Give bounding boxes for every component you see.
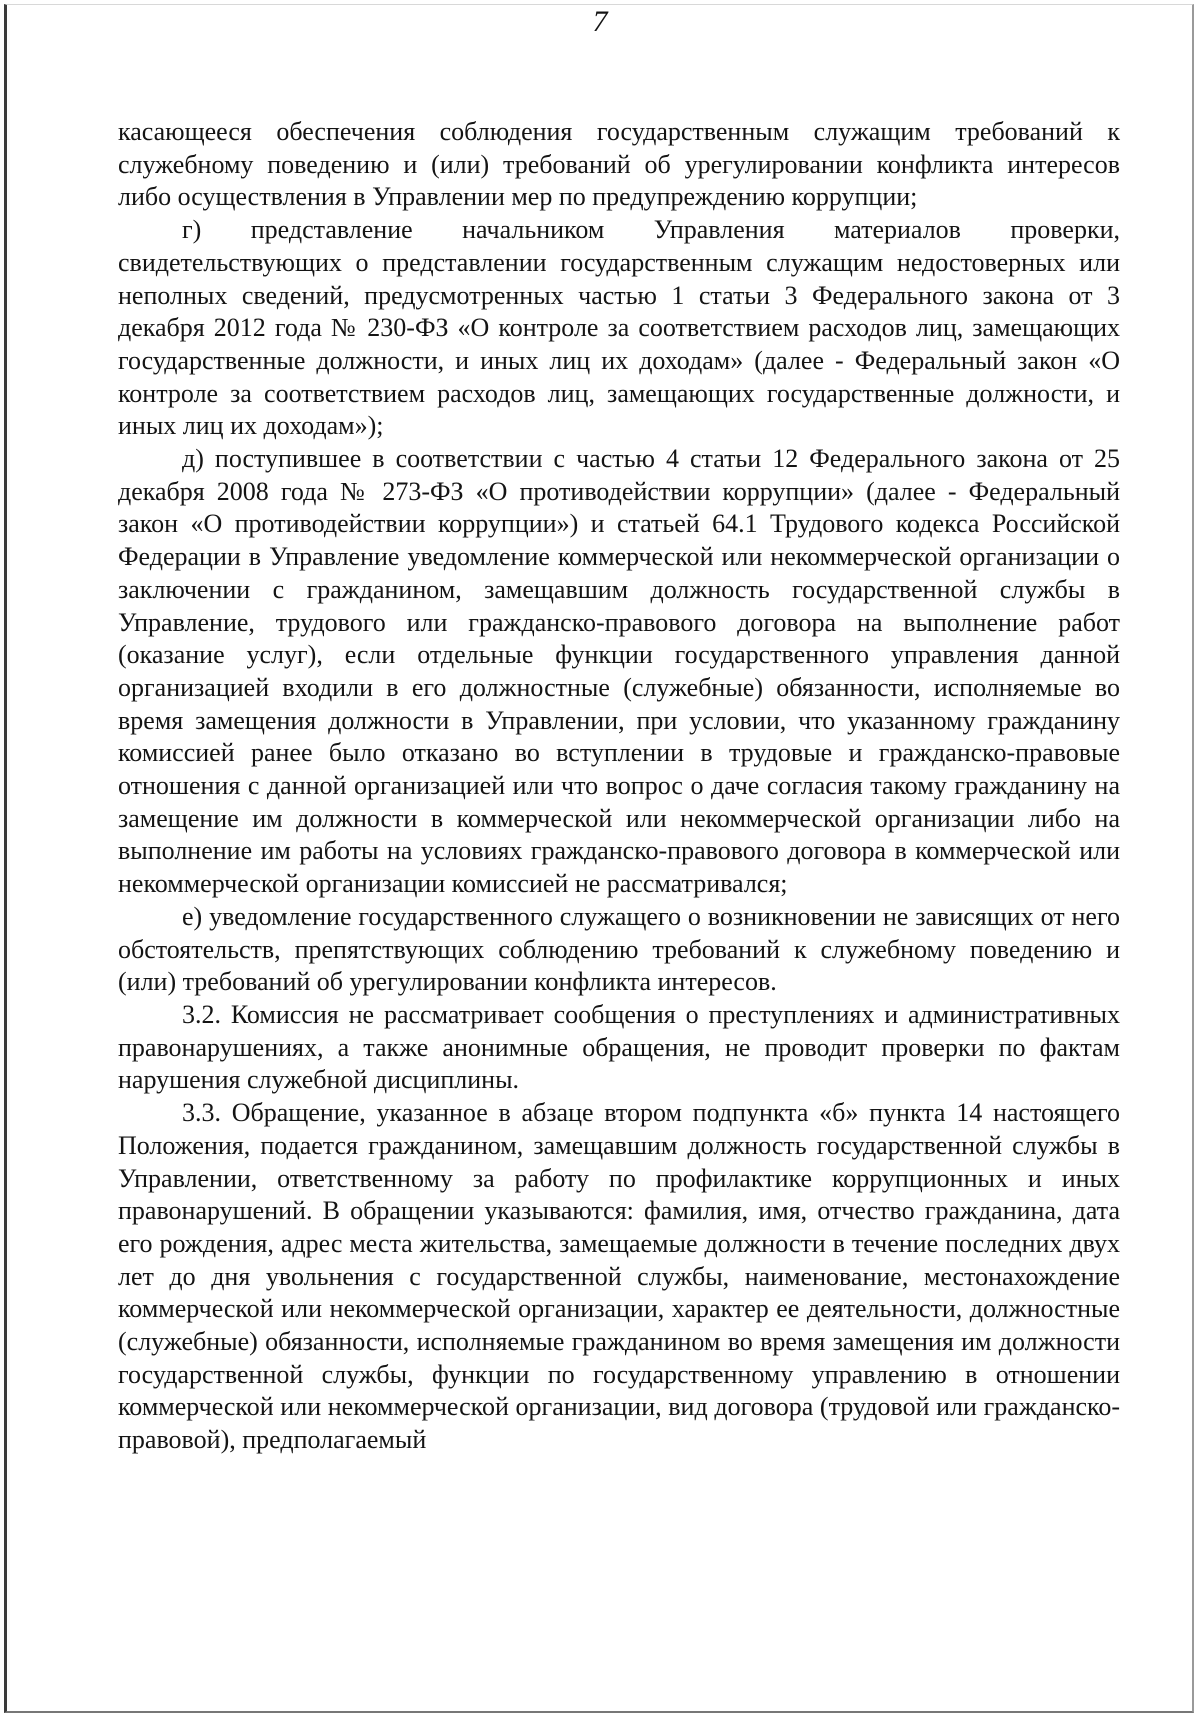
document-body <box>118 116 1120 1457</box>
paragraph-3-2: 3.2. Комиссия не рассматривает сообщения о преступлениях и административных правонарушениях, а также анонимные обращения, не проводит проверки по фактам нарушения служебной дисциплины. <box>118 999 1120 1095</box>
page-number: 7 <box>592 5 608 38</box>
paragraph-item-g: г) представление начальником Управления материалов проверки, свидетельствующих о представлении государственным служащим недостоверных или неполных сведений, предусмотренных частью 1 статьи 3 Федерального закона от 3 декабря 2012 года № 230-ФЗ «О контроле за соответствием расходов лиц, замещающих государственные должности, и иных лиц их доходам» (далее - Федеральный закон «О контроле за соответствием расходов лиц, замещающих государственные должности, и иных лиц их доходам»); <box>118 215 1120 441</box>
paragraph-continuation: касающееся обеспечения соблюдения государственным служащим требований к служебному поведению и (или) требований об урегулировании конфликта интересов либо осуществления в Управлении мер по предупреждению коррупции; <box>118 117 1120 212</box>
paragraph-item-e: е) уведомление государственного служащего о возникновении не зависящих от него обстоятельств, препятствующих соблюдению требований к служебному поведению и (или) требований об урегулировании конфликта интересов. <box>118 901 1120 997</box>
paragraph-item-d: д) поступившее в соответствии с частью 4 статьи 12 Федерального закона от 25 декабря 2008 года № 273-ФЗ «О противодействии коррупции» (далее - Федеральный закон «О противодействии коррупции») и статьей 64.1 Трудового кодекса Российской Федерации в Управление уведомление коммерческой или некоммерческой организации о заключении с гражданином, замещавшим должность государственной службы в Управление, трудового или гражданско-правового договора на выполнение работ (оказание услуг), если отдельные функции государственного управления данной организацией входили в его должностные (служебные) обязанности, исполняемые во время замещения должности в Управлении, при условии, что указанному гражданину комиссией ранее было отказано во вступлении в трудовые и гражданско-правовые отношения с данной организацией или что вопрос о даче согласия такому гражданину на замещение им должности в коммерческой или некоммерческой организации либо на выполнение им работы на условиях гражданско-правового договора в коммерческой или некоммерческой организации комиссией не рассматривался; <box>118 444 1120 899</box>
paragraph-3-3: 3.3. Обращение, указанное в абзаце втором подпункта «б» пункта 14 настоящего Положения, подается гражданином, замещавшим должность государственной службы в Управлении, ответственному за работу по профилактике коррупционных и иных правонарушений. В обращении указываются: фамилия, имя, отчество гражданина, дата его рождения, адрес места жительства, замещаемые должности в течение последних двух лет до дня увольнения с государственной службы, наименование, местонахождение коммерческой или некоммерческой организации, характер ее деятельности, должностные (служебные) обязанности, исполняемые гражданином во время замещения им должности государственной службы, функции по государственному управлению в отношении коммерческой или некоммерческой организации, вид договора (трудовой или гражданско-правовой), предполагаемый <box>118 1098 1120 1455</box>
